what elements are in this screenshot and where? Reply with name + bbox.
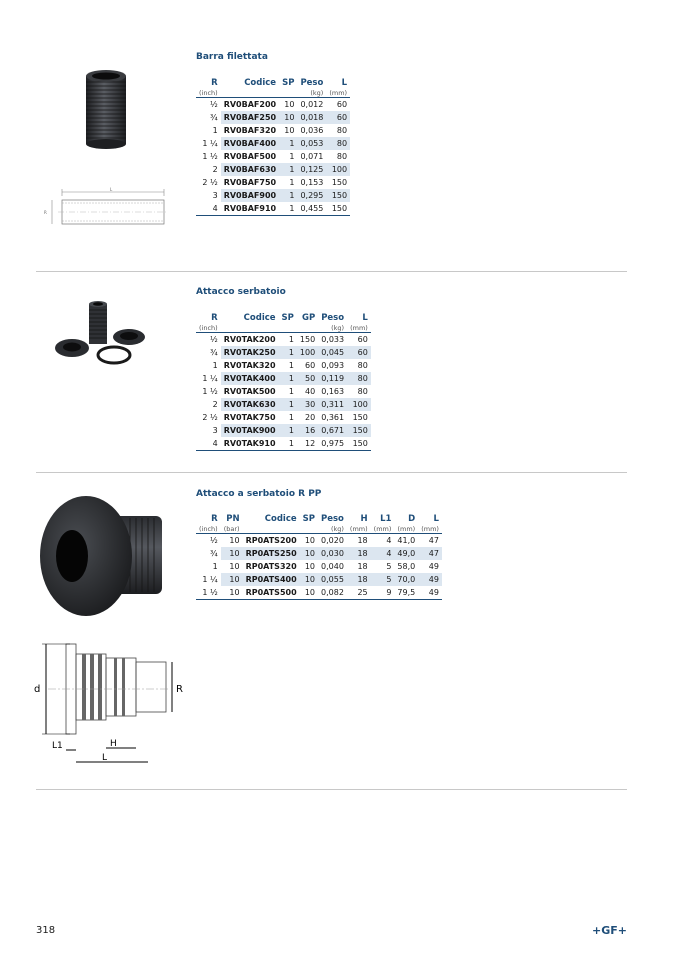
table-cell: 1	[279, 189, 297, 202]
table-header-row	[196, 313, 371, 324]
tank-connector-pp-drawing	[30, 636, 183, 770]
table-cell: 1	[279, 424, 297, 437]
unit-codice	[221, 324, 279, 333]
table-cell: 10	[221, 573, 243, 586]
table-cell: 1	[288, 361, 294, 370]
table-cell: 2 ½	[202, 413, 218, 422]
table-cell: 18	[347, 573, 371, 586]
table-cell: 2	[196, 163, 221, 176]
table-header-row	[196, 78, 350, 89]
table-cell: 49	[418, 586, 442, 600]
table-cell: 10	[229, 536, 240, 545]
table-cell: 150	[299, 335, 316, 344]
table-cell: 150	[352, 413, 368, 422]
table-cell: 10	[279, 111, 297, 124]
unit-d: (mm)	[394, 525, 418, 534]
table-row	[196, 385, 371, 398]
table-cell: 1	[288, 387, 294, 396]
table-units-row	[196, 324, 371, 333]
product-code-cell: RV0TAK400	[221, 372, 279, 385]
section-title-barra-filettata: Barra filettata	[196, 52, 268, 62]
table-cell: 70,0	[394, 573, 418, 586]
product-code-cell: RV0BAF750	[223, 178, 277, 187]
table-cell: 18	[347, 547, 371, 560]
table-cell: 1	[279, 163, 297, 176]
table-cell: 10	[221, 586, 243, 600]
col-header-codice: Codice	[264, 514, 297, 524]
drawing-label-length: L	[110, 187, 113, 192]
table-cell: 100	[297, 346, 318, 359]
table-cell: 5	[386, 562, 392, 571]
table-cell: 4	[371, 547, 395, 560]
gf-logo: +GF+	[592, 924, 627, 937]
table-cell: 1 ¼	[196, 372, 221, 385]
col-header-sp: SP	[302, 514, 315, 524]
col-header-l: L	[362, 313, 368, 323]
product-code-cell: RV0TAK250	[221, 346, 279, 359]
table-cell: ¾	[196, 111, 221, 124]
table-cell: 0,311	[318, 398, 347, 411]
table-row	[196, 437, 371, 451]
table-cell: 4	[196, 437, 221, 451]
table-cell: 9	[371, 586, 395, 600]
product-code-cell: RV0BAF250	[221, 111, 279, 124]
col-header-sp: SP	[281, 313, 294, 323]
table-row	[196, 176, 350, 189]
unit-r: (inch)	[196, 525, 221, 534]
table-cell: 3	[196, 424, 221, 437]
table-cell: 1	[212, 126, 218, 135]
product-code-cell: RP0ATS200	[245, 536, 297, 545]
table-row	[196, 411, 371, 424]
section-title-attacco-serbatoio: Attacco serbatoio	[196, 287, 286, 297]
table-cell: 2 ½	[202, 178, 218, 187]
col-header-r: R	[211, 313, 218, 323]
table-cell: 49	[428, 562, 439, 571]
table-row	[196, 534, 442, 548]
table-cell: 80	[326, 137, 350, 150]
table-cell: 0,671	[318, 424, 347, 437]
table-cell: 1 ½	[202, 387, 218, 396]
table-cell: 2	[196, 398, 221, 411]
table-cell: 10	[284, 126, 295, 135]
table-cell: 80	[336, 152, 348, 161]
col-header-codice: Codice	[244, 78, 277, 88]
product-code-cell: RV0TAK320	[223, 361, 276, 370]
col-header-r: R	[211, 78, 218, 88]
table-row	[196, 547, 442, 560]
table-cell: 4	[386, 536, 392, 545]
table-cell: 40	[305, 387, 316, 396]
table-cell: 0,071	[300, 152, 324, 161]
table-cell: 150	[326, 189, 350, 202]
table-cell: 1	[279, 372, 297, 385]
product-code-cell: RV0TAK200	[223, 335, 276, 344]
table-cell: 0,055	[318, 573, 347, 586]
table-cell: 0,163	[321, 387, 345, 396]
table-cell: 80	[347, 372, 371, 385]
product-code-cell: RV0TAK750	[223, 413, 276, 422]
table-row	[196, 124, 350, 137]
table-row	[196, 573, 442, 586]
col-header-sp: SP	[282, 78, 295, 88]
unit-l: (mm)	[347, 324, 371, 333]
drawing-label-r: R	[176, 684, 183, 695]
product-code-cell: RV0BAF400	[221, 137, 279, 150]
table-cell: 60	[347, 346, 371, 359]
unit-peso: (kg)	[297, 89, 326, 98]
table-row	[196, 202, 350, 216]
table-row	[196, 398, 371, 411]
table-cell: 49	[418, 573, 442, 586]
table-cell: 0,040	[321, 562, 344, 571]
unit-l: (mm)	[418, 525, 442, 534]
table-cell: 1 ½	[196, 586, 221, 600]
table-cell: 1 ½	[202, 152, 218, 161]
table-row	[196, 560, 442, 573]
table-cell: 1	[288, 413, 294, 422]
unit-pn: (bar)	[221, 525, 243, 534]
table-row	[196, 586, 442, 600]
table-cell: 80	[336, 126, 348, 135]
table-cell: 1	[279, 398, 297, 411]
col-header-r: R	[211, 514, 218, 524]
table-cell: 10	[284, 100, 295, 109]
table-barra-filettata	[196, 78, 350, 216]
table-cell: 0,153	[300, 178, 324, 187]
table-cell: 80	[357, 361, 368, 370]
section-divider	[36, 789, 627, 790]
table-row	[196, 346, 371, 359]
product-code-cell: RV0BAF900	[221, 189, 279, 202]
table-cell: 60	[357, 335, 368, 344]
unit-l: (mm)	[326, 89, 350, 98]
col-header-peso: Peso	[321, 514, 344, 524]
unit-h: (mm)	[347, 525, 371, 534]
unit-peso: (kg)	[318, 324, 347, 333]
table-row	[196, 359, 371, 372]
table-cell: 18	[357, 562, 368, 571]
table-cell: 0,125	[297, 163, 326, 176]
table-cell: 10	[229, 562, 240, 571]
unit-peso: (kg)	[318, 525, 347, 534]
table-cell: 0,036	[300, 126, 324, 135]
table-cell: 60	[305, 361, 316, 370]
table-cell: 1	[279, 202, 297, 216]
drawing-label-d: d	[34, 684, 41, 695]
table-cell: 60	[336, 100, 348, 109]
col-header-l1: L1	[380, 514, 392, 524]
table-cell: 100	[347, 398, 371, 411]
table-cell: 79,5	[394, 586, 418, 600]
col-header-gp: GP	[301, 313, 316, 323]
table-units-row	[196, 525, 442, 534]
table-cell: 0,361	[321, 413, 345, 422]
unit-r: (inch)	[196, 89, 221, 98]
product-code-cell: RP0ATS320	[245, 562, 297, 571]
col-header-peso: Peso	[300, 78, 324, 88]
unit-gp	[297, 324, 318, 333]
table-cell: 1	[279, 137, 297, 150]
table-cell: 49,0	[394, 547, 418, 560]
table-attacco-serbatoio	[196, 313, 371, 451]
threaded-bar-drawing	[44, 186, 174, 238]
drawing-label-r: R	[44, 210, 47, 215]
table-cell: 150	[347, 437, 371, 451]
tank-connector-pp-photo	[40, 494, 170, 620]
table-row	[196, 163, 350, 176]
table-attacco-serbatoio-rpp	[196, 514, 442, 600]
table-cell: 10	[221, 547, 243, 560]
table-cell: 10	[300, 547, 318, 560]
table-cell: 18	[357, 536, 368, 545]
product-code-cell: RV0BAF910	[221, 202, 279, 216]
table-cell: 25	[347, 586, 371, 600]
table-cell: 47	[418, 547, 442, 560]
unit-sp	[279, 89, 297, 98]
unit-l1: (mm)	[371, 525, 395, 534]
tank-connector-kit-photo	[52, 296, 152, 368]
unit-codice	[221, 89, 279, 98]
table-cell: 5	[371, 573, 395, 586]
table-cell: 10	[304, 562, 315, 571]
table-cell: ½	[209, 100, 218, 109]
table-cell: ½	[209, 335, 218, 344]
table-cell: 0,053	[297, 137, 326, 150]
table-cell: 1	[279, 346, 297, 359]
threaded-bar-photo	[82, 68, 130, 150]
table-cell: 0,975	[318, 437, 347, 451]
table-cell: 150	[347, 424, 371, 437]
unit-codice	[243, 525, 300, 534]
table-cell: 0,018	[297, 111, 326, 124]
table-cell: 0,119	[318, 372, 347, 385]
table-cell: 0,093	[321, 361, 345, 370]
table-cell: 1	[288, 335, 294, 344]
table-cell: 0,045	[318, 346, 347, 359]
product-code-cell: RV0TAK900	[221, 424, 279, 437]
product-code-cell: RP0ATS500	[243, 586, 300, 600]
table-cell: 30	[297, 398, 318, 411]
unit-sp	[279, 324, 297, 333]
table-cell: 1	[212, 562, 218, 571]
table-cell: 10	[300, 573, 318, 586]
table-cell: 1 ¼	[196, 573, 221, 586]
table-cell: 58,0	[397, 562, 416, 571]
table-cell: 100	[326, 163, 350, 176]
col-header-h: H	[360, 514, 368, 524]
product-code-cell: RV0TAK500	[223, 387, 276, 396]
table-cell: ¾	[196, 346, 221, 359]
table-cell: 0,295	[297, 189, 326, 202]
table-cell: 4	[196, 202, 221, 216]
section-title-attacco-serbatoio-rpp: Attacco a serbatoio R PP	[196, 489, 322, 499]
table-cell: ½	[209, 536, 218, 545]
table-header-row	[196, 514, 442, 525]
product-code-cell: RP0ATS250	[243, 547, 300, 560]
table-row	[196, 333, 371, 347]
table-units-row	[196, 89, 350, 98]
table-cell: 3	[196, 189, 221, 202]
table-cell: 80	[357, 387, 368, 396]
table-cell: 1	[289, 152, 295, 161]
table-cell: 20	[305, 413, 316, 422]
table-cell: 1 ¼	[196, 137, 221, 150]
table-cell: 0,030	[318, 547, 347, 560]
table-cell: 0,012	[300, 100, 324, 109]
table-cell: 0,455	[297, 202, 326, 216]
table-cell: 41,0	[397, 536, 416, 545]
table-cell: 1	[289, 178, 295, 187]
page-number: 318	[36, 925, 56, 936]
table-row	[196, 424, 371, 437]
drawing-label-l: L	[102, 753, 108, 763]
col-header-peso: Peso	[321, 313, 345, 323]
table-row	[196, 98, 350, 112]
col-header-l: L	[341, 78, 348, 88]
col-header-pn: PN	[226, 514, 240, 524]
product-code-cell: RV0BAF200	[223, 100, 277, 109]
product-code-cell: RV0BAF500	[223, 152, 277, 161]
col-header-d: D	[408, 514, 416, 524]
unit-sp	[300, 525, 318, 534]
product-code-cell: RV0BAF630	[221, 163, 279, 176]
table-cell: 12	[297, 437, 318, 451]
col-header-l: L	[433, 514, 439, 524]
table-cell: 150	[326, 202, 350, 216]
table-row	[196, 189, 350, 202]
col-header-codice: Codice	[243, 313, 276, 323]
table-cell: 0,082	[318, 586, 347, 600]
table-cell: ¾	[196, 547, 221, 560]
table-row	[196, 372, 371, 385]
table-cell: 10	[304, 536, 315, 545]
table-row	[196, 111, 350, 124]
table-cell: 0,033	[321, 335, 345, 344]
section-divider	[36, 472, 627, 473]
table-cell: 50	[297, 372, 318, 385]
table-cell: 0,020	[321, 536, 344, 545]
table-cell: 47	[428, 536, 439, 545]
table-row	[196, 137, 350, 150]
section-divider	[36, 271, 627, 272]
unit-r: (inch)	[196, 324, 221, 333]
product-code-cell: RV0TAK910	[221, 437, 279, 451]
table-cell: 1	[212, 361, 218, 370]
drawing-label-h: H	[110, 739, 117, 749]
table-cell: 60	[326, 111, 350, 124]
product-code-cell: RP0ATS400	[243, 573, 300, 586]
drawing-label-l1: L1	[52, 741, 63, 751]
table-cell: 1	[279, 437, 297, 451]
table-row	[196, 150, 350, 163]
table-cell: 10	[300, 586, 318, 600]
product-code-cell: RV0BAF320	[223, 126, 277, 135]
product-code-cell: RV0TAK630	[221, 398, 279, 411]
table-cell: 150	[331, 178, 348, 187]
table-cell: 16	[297, 424, 318, 437]
